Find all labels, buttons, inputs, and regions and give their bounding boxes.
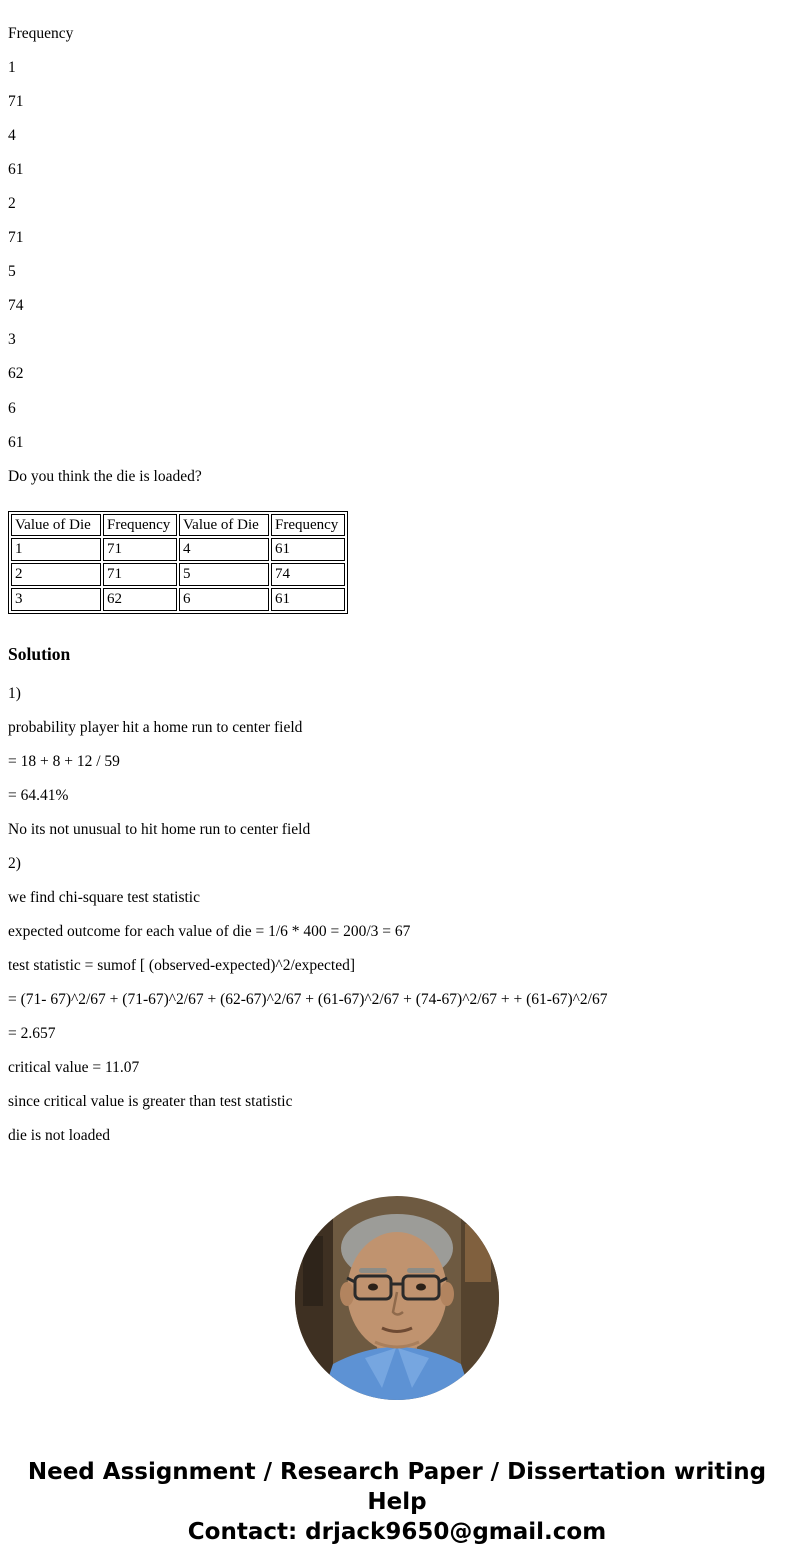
solution-line: die is not loaded [8, 1127, 111, 1145]
table-cell: 61 [271, 538, 345, 561]
table-header-cell: Frequency [103, 514, 177, 537]
solution-line: expected outcome for each value of die = 1/6 * 400 = 200/3 = 67 [8, 922, 411, 940]
table-cell: 61 [271, 588, 345, 611]
question-line: Do you think the die is loaded? [8, 467, 202, 485]
intro-line: 5 [8, 263, 16, 281]
table-cell: 1 [11, 538, 101, 561]
solution-line: No its not unusual to hit home run to center field [8, 820, 311, 838]
table-row [11, 588, 345, 611]
intro-line: 3 [8, 331, 16, 349]
table-row [11, 538, 345, 561]
intro-line: 4 [8, 127, 16, 145]
solution-heading: Solution [8, 643, 71, 664]
intro-line: 74 [8, 297, 24, 315]
solution-line: we find chi-square test statistic [8, 888, 200, 906]
avatar-section [8, 1196, 786, 1405]
table-cell: 2 [11, 563, 101, 586]
footer [8, 1457, 786, 1547]
table-header-cell: Frequency [271, 514, 345, 537]
solution-line: critical value = 11.07 [8, 1059, 140, 1077]
intro-line: 61 [8, 433, 24, 451]
solution-section [8, 644, 786, 1145]
footer-contact-text: Contact: drjack9650@gmail.com [187, 1519, 607, 1546]
intro-line: 62 [8, 365, 24, 383]
table-header-cell: Value of Die [179, 514, 269, 537]
table-header-cell: Value of Die [11, 514, 101, 537]
intro-line: 61 [8, 161, 24, 179]
intro-line: Frequency [8, 25, 74, 42]
solution-line: = 64.41% [8, 786, 69, 804]
solution-line: = 18 + 8 + 12 / 59 [8, 752, 120, 770]
tutor-photo [295, 1196, 499, 1400]
table-cell: 6 [179, 588, 269, 611]
intro-section [8, 25, 786, 485]
solution-line: test statistic = sumof [ (observed-expected)^2/expected] [8, 957, 355, 975]
intro-line: 71 [8, 229, 24, 247]
die-frequency-table [8, 511, 348, 614]
intro-line: 71 [8, 93, 24, 111]
tutor-photo-graphic [295, 1196, 499, 1400]
table-cell: 71 [103, 563, 177, 586]
solution-line: = 2.657 [8, 1025, 56, 1043]
intro-line: 6 [8, 399, 16, 417]
table-row [11, 563, 345, 586]
table-cell: 74 [271, 563, 345, 586]
solution-line: 1) [8, 684, 21, 702]
table-cell: 5 [179, 563, 269, 586]
table-cell: 62 [103, 588, 177, 611]
table-cell: 71 [103, 538, 177, 561]
intro-line: 1 [8, 59, 16, 77]
solution-line: since critical value is greater than test statistic [8, 1093, 293, 1111]
table-header-row [11, 514, 345, 537]
table-cell: 4 [179, 538, 269, 561]
table-cell: 3 [11, 588, 101, 611]
solution-line: probability player hit a home run to center field [8, 718, 303, 736]
solution-line: = (71- 67)^2/67 + (71-67)^2/67 + (62-67)^2/67 + (61-67)^2/67 + (74-67)^2/67 + + (61-67)^2/67 [8, 991, 608, 1009]
intro-line: 2 [8, 195, 16, 213]
solution-line: 2) [8, 854, 21, 872]
footer-help-text: Need Assignment / Research Paper / Dissertation writing Help [27, 1459, 767, 1516]
